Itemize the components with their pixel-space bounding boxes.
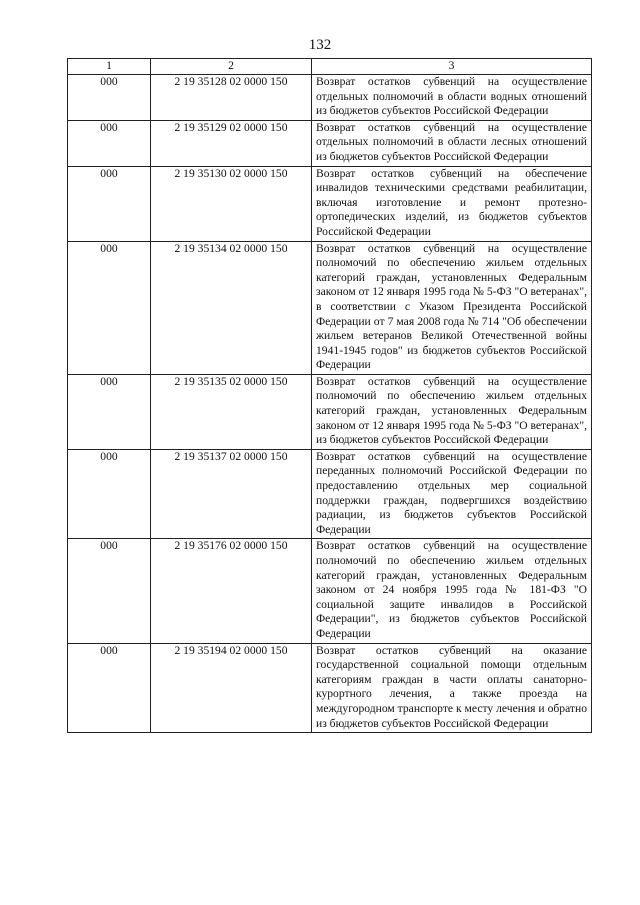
table-row [68, 75, 592, 121]
budget-code-cell: 2 19 35128 02 0000 150 [151, 75, 312, 121]
description-cell: Возврат остатков субвенций на осуществление полномочий по обеспечению жильем отдельных категорий граждан, установленных Федеральным законом от 12 января 1995 года № 5-ФЗ "О ветеранах", из бюджетов субъектов Российской Федерации [312, 374, 592, 449]
column-header-2: 2 [151, 59, 312, 75]
admin-code-cell: 000 [68, 374, 151, 449]
budget-code-cell: 2 19 35137 02 0000 150 [151, 449, 312, 539]
budget-code-cell: 2 19 35194 02 0000 150 [151, 643, 312, 733]
budget-code-cell: 2 19 35135 02 0000 150 [151, 374, 312, 449]
column-header-3: 3 [312, 59, 592, 75]
admin-code-cell: 000 [68, 75, 151, 121]
description-cell: Возврат остатков субвенций на осуществление полномочий по обеспечению жильем отдельных категорий граждан, установленных Федеральным законом от 12 января 1995 года № 5-ФЗ "О ветеранах", в соответствии с Указом Президента Российской Федерации от 7 мая 2008 года № 714 "Об обеспечении жильем ветеранов Великой Отечественной войны 1941-1945 годов" из бюджетов субъектов Российской Федерации [312, 241, 592, 374]
admin-code-cell: 000 [68, 166, 151, 241]
table-row [68, 643, 592, 733]
column-header-1: 1 [68, 59, 151, 75]
budget-code-cell: 2 19 35176 02 0000 150 [151, 539, 312, 643]
table-row [68, 241, 592, 374]
page-number: 132 [308, 37, 332, 53]
description-cell: Возврат остатков субвенций на осуществление отдельных полномочий в области лесных отношений из бюджетов субъектов Российской Федерации [312, 120, 592, 166]
budget-code-cell: 2 19 35134 02 0000 150 [151, 241, 312, 374]
table-row [68, 374, 592, 449]
budget-classification-table [67, 58, 592, 733]
budget-code-cell: 2 19 35130 02 0000 150 [151, 166, 312, 241]
admin-code-cell: 000 [68, 643, 151, 733]
description-cell: Возврат остатков субвенций на осуществление полномочий по обеспечению жильем отдельных категорий граждан, установленных Федеральным законом от 24 ноября 1995 года № 181-ФЗ "О социальной защите инвалидов в Российской Федерации", из бюджетов субъектов Российской Федерации [312, 539, 592, 643]
admin-code-cell: 000 [68, 120, 151, 166]
budget-code-cell: 2 19 35129 02 0000 150 [151, 120, 312, 166]
table-row [68, 449, 592, 539]
description-cell: Возврат остатков субвенций на осуществление отдельных полномочий в области водных отношений из бюджетов субъектов Российской Федерации [312, 75, 592, 121]
description-cell: Возврат остатков субвенций на осуществление переданных полномочий Российской Федерации по предоставлению отдельных мер социальной поддержки граждан, подвергшихся воздействию радиации, из бюджетов субъектов Российской Федерации [312, 449, 592, 539]
header-row [68, 59, 592, 75]
table-row [68, 166, 592, 241]
admin-code-cell: 000 [68, 241, 151, 374]
admin-code-cell: 000 [68, 449, 151, 539]
description-cell: Возврат остатков субвенций на оказание государственной социальной помощи отдельным категориям граждан в части оплаты санаторно-курортного лечения, а также проезда на междугородном транспорте к месту лечения и обратно из бюджетов субъектов Российской Федерации [312, 643, 592, 733]
table-row [68, 539, 592, 643]
description-cell: Возврат остатков субвенций на обеспечение инвалидов техническими средствами реабилитации, включая изготовление и ремонт протезно-ортопедических изделий, из бюджетов субъектов Российской Федерации [312, 166, 592, 241]
table-row [68, 120, 592, 166]
admin-code-cell: 000 [68, 539, 151, 643]
